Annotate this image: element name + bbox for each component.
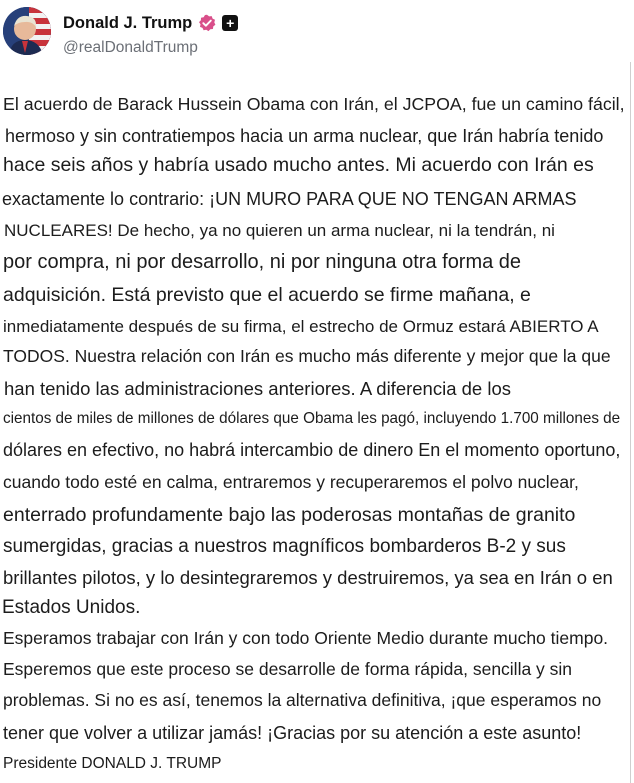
flag-portrait-icon xyxy=(3,7,51,55)
post-text-line: hace seis años y habría usado mucho antes. Mi acuerdo con Irán es xyxy=(3,154,594,176)
post-text-line: inmediatamente después de su firma, el estrecho de Ormuz estará ABIERTO A xyxy=(3,317,599,336)
name-row xyxy=(63,12,238,34)
post-text-line: han tenido las administraciones anteriores. A diferencia de los xyxy=(4,378,511,399)
post-text-line: dólares en efectivo, no habrá intercambio de dinero En el momento oportuno, xyxy=(3,440,621,460)
post-text-line: cientos de miles de millones de dólares que Obama les pagó, incluyendo 1.700 millones de xyxy=(3,410,621,427)
user-handle[interactable]: @realDonaldTrump xyxy=(63,39,198,56)
post-text-line: brillantes pilotos, y lo desintegraremos y destruiremos, ya sea en Irán o en xyxy=(3,567,613,588)
post-text-line: cuando todo esté en calma, entraremos y recuperaremos el polvo nuclear, xyxy=(3,472,579,492)
post-text-line: problemas. Si no es así, tenemos la alternativa definitiva, ¡que esperamos no xyxy=(3,690,602,710)
verified-badge-icon xyxy=(198,14,216,32)
post-text-line: exactamente lo contrario: ¡UN MURO PARA QUE NO TENGAN ARMAS xyxy=(2,189,577,209)
post-text-line: por compra, ni por desarrollo, ni por ninguna otra forma de xyxy=(3,251,522,273)
post-text-line: adquisición. Está previsto que el acuerdo se firme mañana, e xyxy=(3,284,531,306)
post-text-line: tener que volver a utilizar jamás! ¡Gracias por su atención a este asunto! xyxy=(3,723,582,743)
post-text-line: NUCLEARES! De hecho, ya no quieren un arma nuclear, ni la tendrán, ni xyxy=(4,221,555,240)
post-header xyxy=(0,0,634,72)
post-signature: Presidente DONALD J. TRUMP xyxy=(3,755,222,772)
post-text-line: TODOS. Nuestra relación con Irán es mucho más diferente y mejor que la que xyxy=(3,346,611,366)
post-text-line: sumergidas, gracias a nuestros magníficos bombarderos B-2 y sus xyxy=(3,536,566,557)
post-text-line: El acuerdo de Barack Hussein Obama con Irán, el JCPOA, fue un camino fácil, xyxy=(3,94,625,114)
column-divider xyxy=(630,62,631,783)
post-text-line: Esperamos trabajar con Irán y con todo Oriente Medio durante mucho tiempo. xyxy=(3,628,609,648)
post-text-line: enterrado profundamente bajo las poderosas montañas de granito xyxy=(3,504,576,526)
plus-icon[interactable]: + xyxy=(222,15,238,31)
post-text-line: Esperemos que este proceso se desarrolle de forma rápida, sencilla y sin xyxy=(3,659,573,679)
post-text-line: Estados Unidos. xyxy=(2,597,141,618)
display-name[interactable]: Donald J. Trump xyxy=(63,13,193,32)
profile-avatar[interactable] xyxy=(3,7,51,55)
post-text-line: hermoso y sin contratiempos hacia un arma nuclear, que Irán habría tenido xyxy=(5,126,604,146)
